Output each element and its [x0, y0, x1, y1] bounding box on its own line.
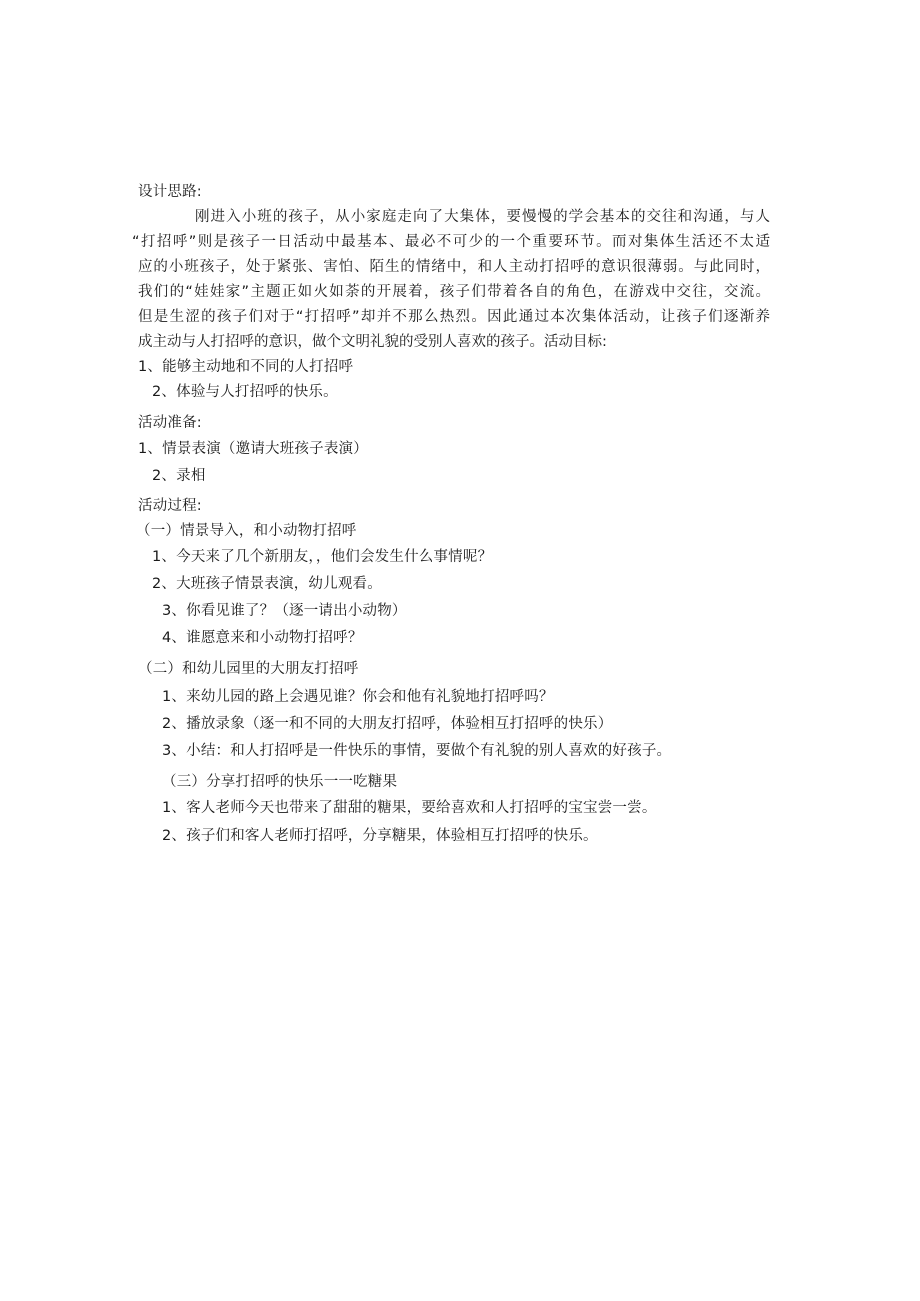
- process-item: 2、孩子们和客人老师打招呼，分享糖果，体验相互打招呼的快乐。: [162, 828, 598, 844]
- heading-design-ideas: 设计思路:: [138, 184, 202, 200]
- process-item: 3、小结：和人打招呼是一件快乐的事情，要做个有礼貌的别人喜欢的好孩子。: [162, 743, 672, 759]
- section-title: （二）和幼儿园里的大朋友打招呼: [138, 661, 359, 677]
- process-item: 2、大班孩子情景表演，幼儿观看。: [152, 576, 382, 592]
- paragraph-line: 刚进入小班的孩子，从小家庭走向了大集体，要慢慢的学会基本的交往和沟通，与人: [195, 209, 770, 225]
- goal-item: 1、能够主动地和不同的人打招呼: [138, 359, 354, 375]
- section-title: （三）分享打招呼的快乐一一吃糖果: [162, 774, 398, 790]
- paragraph-line: 我们的“娃娃家”主题正如火如荼的开展着，孩子们带着各自的角色，在游戏中交往，交流。: [138, 284, 770, 300]
- prep-item: 2、录相: [152, 468, 206, 484]
- process-item: 2、播放录象（逐一和不同的大朋友打招呼，体验相互打招呼的快乐）: [162, 716, 613, 732]
- section-title: （一）情景导入，和小动物打招呼: [136, 523, 357, 539]
- process-item: 1、今天来了几个新朋友，，他们会发生什么事情呢？: [152, 549, 493, 565]
- process-item: 1、来幼儿园的路上会遇见谁？你会和他有礼貌地打招呼吗？: [162, 689, 554, 705]
- goal-item: 2、体验与人打招呼的快乐。: [152, 384, 338, 400]
- paragraph-line: 但是生涩的孩子们对于“打招呼”却并不那么热烈。因此通过本次集体活动，让孩子们逐渐养: [138, 309, 770, 325]
- process-item: 1、客人老师今天也带来了甜甜的糖果，要给喜欢和人打招呼的宝宝尝一尝。: [162, 800, 657, 816]
- paragraph-line: 应的小班孩子，处于紧张、害怕、陌生的情绪中，和人主动打招呼的意识很薄弱。与此同时，: [138, 259, 770, 275]
- heading-preparation: 活动准备:: [138, 415, 202, 431]
- prep-item: 1、情景表演（邀请大班孩子表演）: [138, 441, 368, 457]
- paragraph-line: “打招呼”则是孩子一日活动中最基本、最必不可少的一个重要环节。而对集体生活还不太适: [132, 234, 770, 250]
- paragraph-line: 成主动与人打招呼的意识，做个文明礼貌的受别人喜欢的孩子。活动目标:: [138, 334, 607, 350]
- heading-process: 活动过程:: [138, 498, 202, 514]
- process-item: 3、你看见谁了？（逐一请出小动物）: [162, 603, 407, 619]
- process-item: 4、谁愿意来和小动物打招呼？: [162, 630, 363, 646]
